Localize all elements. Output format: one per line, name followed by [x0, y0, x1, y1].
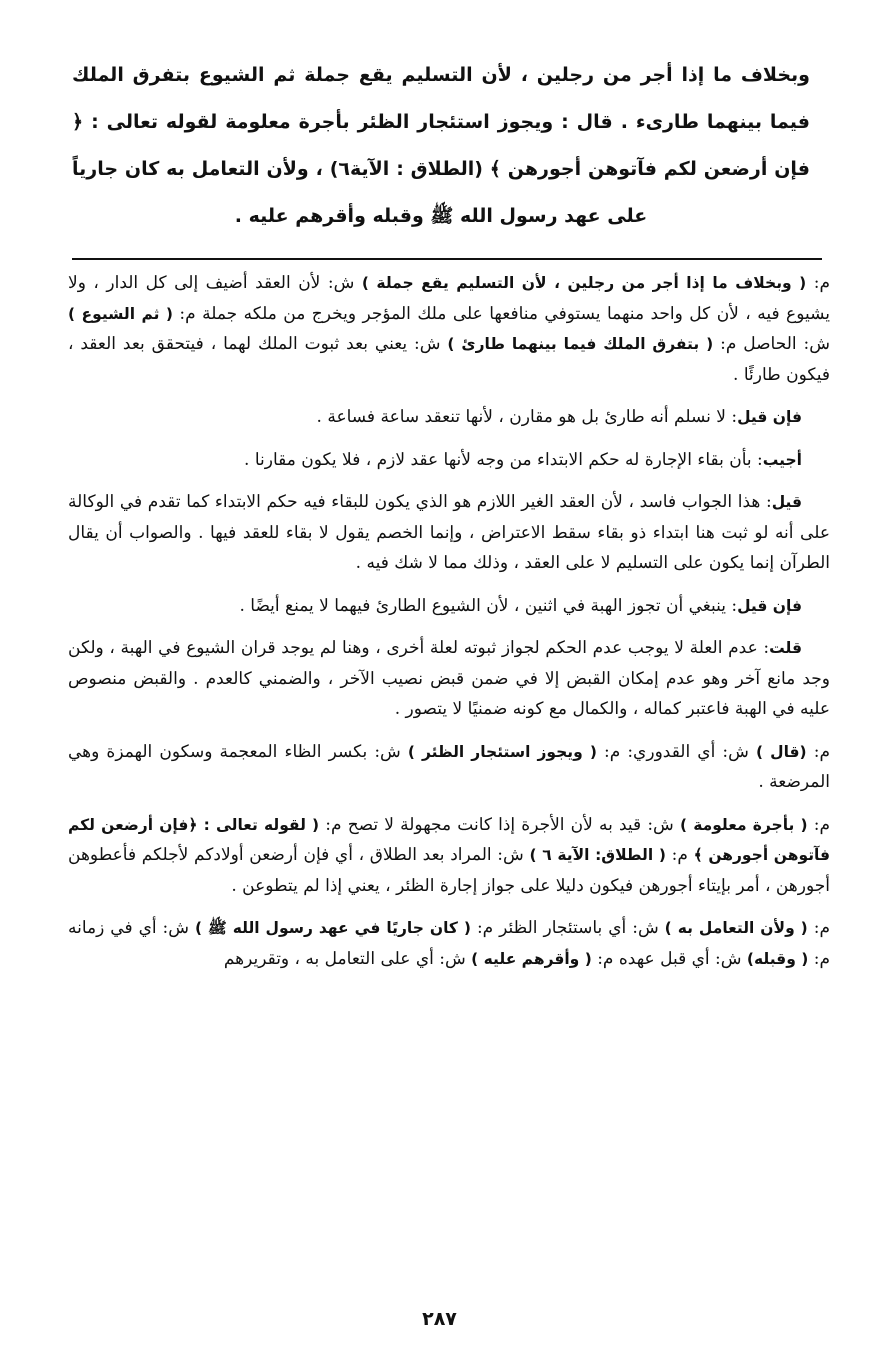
matn-quote: ( ولأن التعامل به )	[664, 919, 808, 937]
matn-quote: (قال )	[755, 742, 807, 761]
section-divider	[72, 258, 822, 260]
commentary-text: ش: الحاصل م:	[713, 334, 830, 354]
matn-marker: م:	[807, 814, 830, 835]
commentary-text: : ينبغي أن تجوز الهبة في اثنين ، لأن الشيوع الطارئ فيهما لا يمنع أيضًا .	[239, 595, 738, 616]
matn-quote: ( وبخلاف ما إذا أجر من رجلين ، لأن التسليم يقع جملة )	[361, 274, 807, 292]
matn-quote: ( لقوله تعالى : ﴿فإن أرضعن لكم فآتوهن أجورهن ﴾	[68, 815, 831, 864]
commentary-paragraph-5	[68, 591, 830, 622]
matn-marker: م:	[807, 918, 830, 938]
commentary-paragraph-2	[68, 402, 830, 433]
commentary-paragraph-7	[68, 737, 830, 798]
matn-marker: م:	[806, 273, 831, 293]
commentary-text: ش: أي في زمانه م:	[68, 918, 830, 969]
commentary-text: ش: لأن العقد أضيف إلى كل الدار ، ولا يشيوع فيه ، لأن كل واحد منهما يستوفي منافعها على ملك المؤجر ويخرج من ملكه جملة م:	[68, 273, 830, 324]
commentary-text: : لا نسلم أنه طارئ بل هو مقارن ، لأنها تنعقد ساعة فساعة .	[316, 407, 738, 427]
matn-quote: ( كان جاريًا في عهد رسول الله ﷺ )	[195, 919, 471, 937]
commentary-text: : هذا الجواب فاسد ، لأن العقد الغير اللازم هو الذي يكون للبقاء فيه حكم الابتداء كما تقدم في الوكالة على أنه لو ثبت هنا ابتداء ذو بقاء سقط الاعتراض ، وإنما الخصم يقول لا بقاء للعقد فيها . والصواب أن يقال الطرآن إنما يكون على التسليم لا على العقد ، وذلك مما لا شك فيه .	[68, 492, 830, 573]
commentary-text: ش: أي باستئجار الظئر م:	[470, 918, 665, 938]
commentary-text: ش: قيد به لأن الأجرة إذا كانت مجهولة لا تصح م:	[319, 814, 680, 835]
matn-quote: ( ثم الشيوع )	[68, 304, 173, 323]
commentary-paragraph-8	[68, 810, 830, 902]
matn-quote: ( الطلاق: الآية ٦ )	[529, 846, 666, 864]
matn-quote: ( بأجرة معلومة )	[679, 815, 808, 834]
matn-quote: ( بتفرق الملك فيما بينهما طارئ )	[447, 335, 714, 353]
commentary-paragraph-3	[68, 445, 830, 476]
commentary-text: ش: بكسر الظاء المعجمة وسكون الهمزة وهي المرضعة .	[68, 741, 830, 792]
paragraph-lead: قيل	[771, 493, 802, 511]
commentary-text: : عدم العلة لا يوجب عدم الحكم لجواز ثبوته لعلة أخرى ، وهنا لم يوجد قران الشيوع في الهبة ، ولكن وجد مانع آخر وهو عدم إمكان القبض إلا في ضمن قبض نصيب الآخر ، والضمني كالعدم . والقبض منصوص عليه في الهبة فاعتبر كماله ، والكمال مع كونه ضمنيًا لا يتصور .	[68, 638, 830, 719]
commentary-text: : بأن بقاء الإجارة له حكم الابتداء من وجه لأنها عقد لازم ، فلا يكون مقارنا .	[244, 449, 763, 470]
matn-quote: ( ويجوز استئجار الظئر )	[407, 742, 597, 761]
page-number: ٢٨٧	[422, 1308, 457, 1330]
commentary-text: ش: أي القدوري: م:	[596, 741, 756, 762]
matn-quote: ( وأقرهم عليه )	[471, 949, 592, 968]
matn-quote: ( وقبله)	[746, 949, 809, 968]
commentary-paragraph-6	[68, 633, 830, 725]
paragraph-lead: قلت	[769, 639, 802, 657]
commentary-paragraph-9	[68, 913, 830, 974]
commentary-text: م:	[665, 845, 694, 865]
commentary-paragraph-4	[68, 487, 830, 579]
paragraph-lead: فإن قيل	[737, 408, 802, 426]
paragraph-lead: فإن قيل	[737, 596, 802, 615]
commentary-text: ش: المراد بعد الطلاق ، أي فإن أرضعن أولادكم لأجلكم فأعطوهن أجورهن ، أمر بإيتاء أجورهن فيكون دليلا على جواز إجارة الظئر ، يعني إذا لم يتطوعن .	[68, 845, 830, 896]
commentary-paragraph-1	[68, 268, 830, 390]
matn-marker: م:	[806, 741, 830, 762]
main-text-passage: وبخلاف ما إذا أجر من رجلين ، لأن التسليم يقع جملة ثم الشيوع بتفرق الملك فيما بينهما طارىء . قال : ويجوز استئجار الظئر بأجرة معلومة لقوله تعالى : ﴿ فإن أرضعن لكم فآتوهن أجورهن ﴾ (الطلاق : الآية٦) ، ولأن التعامل به كان جارياً على عهد رسول الله ﷺ وقبله وأقرهم عليه .	[72, 64, 811, 227]
commentary-section	[68, 268, 830, 986]
commentary-text: ش: أي على التعامل به ، وتقريرهم	[223, 948, 472, 969]
paragraph-lead: أجيب	[762, 450, 802, 469]
commentary-text: ش: أي قبل عهده م:	[591, 948, 747, 969]
commentary-text: ش: يعني بعد ثبوت الملك لهما ، فيتحقق بعد العقد ، فيكون طارئًا .	[68, 334, 830, 385]
